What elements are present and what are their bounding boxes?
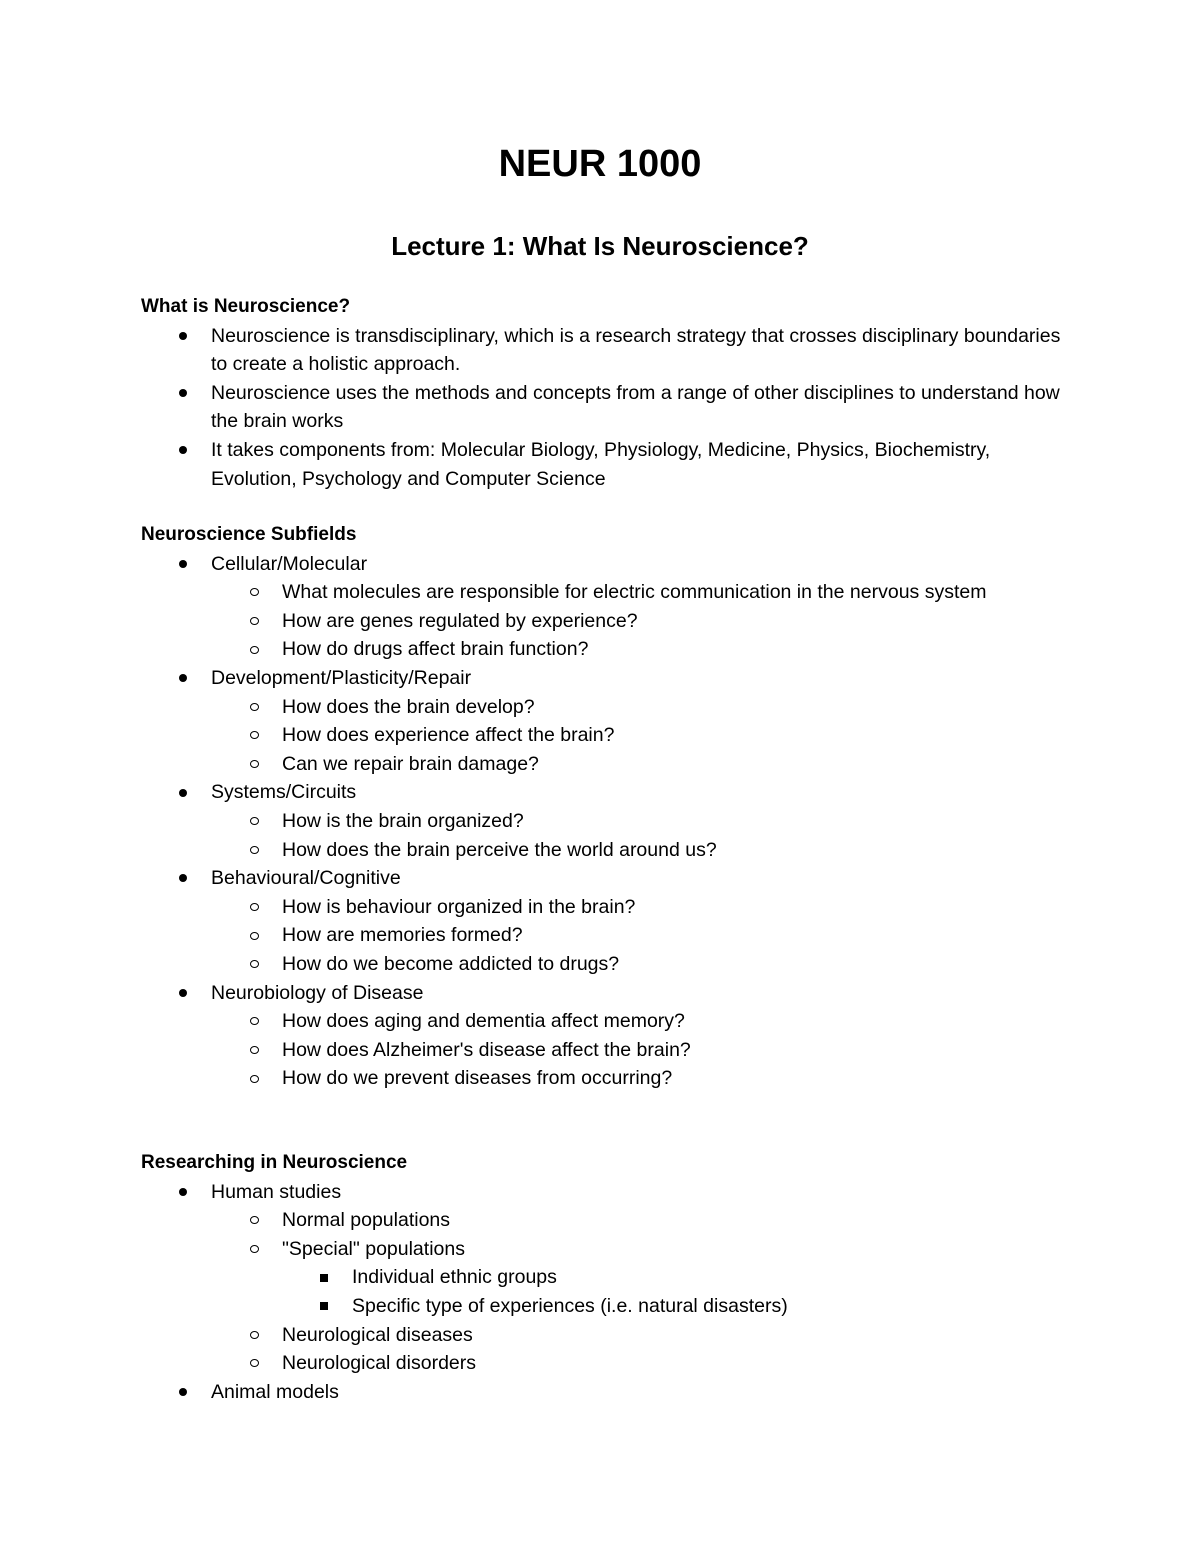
list-item-text: "Special" populations xyxy=(282,1237,465,1260)
sub-list-item xyxy=(141,836,1061,865)
list-item-text: What molecules are responsible for electric communication in the nervous system xyxy=(282,581,987,604)
hollow-bullet-icon xyxy=(248,893,260,922)
hollow-bullet-icon xyxy=(248,1321,260,1350)
list-item xyxy=(141,979,1061,1008)
sub-list-item xyxy=(141,578,1061,607)
hollow-bullet-icon xyxy=(248,635,260,664)
section-heading: Neuroscience Subfields xyxy=(141,524,357,545)
hollow-bullet-icon xyxy=(248,921,260,950)
sub-list-item xyxy=(141,1064,1061,1093)
list-item-text: It takes components from: Molecular Biology, Physiology, Medicine, Physics, Biochemistry, Evolution, Psychology and Computer Science xyxy=(211,438,991,490)
hollow-bullet-icon xyxy=(248,721,260,750)
list-item-text: Systems/Circuits xyxy=(211,781,357,804)
sub-list-item xyxy=(141,921,1061,950)
sub-list-item xyxy=(141,1036,1061,1065)
sub-list-item xyxy=(141,693,1061,722)
list-item-text: Behavioural/Cognitive xyxy=(211,867,401,890)
list-item xyxy=(141,550,1061,579)
bullet-icon xyxy=(177,436,189,465)
sub-list-item xyxy=(141,1321,1061,1350)
sub-sub-list-item xyxy=(141,1263,1061,1292)
list-item-text: Animal models xyxy=(211,1380,339,1403)
bullet-icon xyxy=(177,864,189,893)
hollow-bullet-icon xyxy=(248,607,260,636)
section-heading: Researching in Neuroscience xyxy=(141,1152,408,1173)
sub-list-item xyxy=(141,1349,1061,1378)
list-item-text: Neuroscience uses the methods and concepts from a range of other disciplines to understand how the brain works xyxy=(211,381,1060,433)
list-item-text: How does the brain develop? xyxy=(282,695,535,718)
bullet-icon xyxy=(177,550,189,579)
hollow-bullet-icon xyxy=(248,693,260,722)
list-item xyxy=(141,322,1061,379)
sub-list-item xyxy=(141,635,1061,664)
hollow-bullet-icon xyxy=(248,1036,260,1065)
hollow-bullet-icon xyxy=(248,1349,260,1378)
list-item-text: Neurological diseases xyxy=(282,1323,473,1346)
list-item xyxy=(141,379,1061,436)
list-item-text: How does experience affect the brain? xyxy=(282,724,615,747)
document-title: NEUR 1000 xyxy=(498,143,702,185)
list-item xyxy=(141,1378,1061,1407)
square-bullet-icon xyxy=(318,1292,330,1321)
section-what-is-neuroscience xyxy=(141,293,1061,493)
bullet-icon xyxy=(177,1378,189,1407)
lecture-title: Lecture 1: What Is Neuroscience? xyxy=(391,231,809,261)
bullet-icon xyxy=(177,664,189,693)
bullet-icon xyxy=(177,979,189,1008)
hollow-bullet-icon xyxy=(248,578,260,607)
sub-list-item xyxy=(141,807,1061,836)
section-neuroscience-subfields xyxy=(141,521,1061,1093)
list-item-text: How are genes regulated by experience? xyxy=(282,609,638,632)
list-item-text: Neuroscience is transdisciplinary, which is a research strategy that crosses disciplinary boundaries to create a holistic approach. xyxy=(211,324,1061,376)
list-item xyxy=(141,778,1061,807)
sub-list-item xyxy=(141,893,1061,922)
sub-list-item xyxy=(141,950,1061,979)
list-item-text: How are memories formed? xyxy=(282,924,523,947)
list-item-text: Cellular/Molecular xyxy=(211,552,368,575)
hollow-bullet-icon xyxy=(248,950,260,979)
sub-sub-list-item xyxy=(141,1292,1061,1321)
sub-list-item xyxy=(141,721,1061,750)
list-item-text: Neurological disorders xyxy=(282,1352,477,1375)
square-bullet-icon xyxy=(318,1263,330,1292)
list-item-text: Can we repair brain damage? xyxy=(282,752,539,775)
list-item-text: Normal populations xyxy=(282,1209,451,1232)
hollow-bullet-icon xyxy=(248,1064,260,1093)
section-researching-in-neuroscience xyxy=(141,1149,1061,1406)
bullet-icon xyxy=(177,1178,189,1207)
sub-list-item xyxy=(141,607,1061,636)
hollow-bullet-icon xyxy=(248,836,260,865)
hollow-bullet-icon xyxy=(248,750,260,779)
list-item-text: How does the brain perceive the world around us? xyxy=(282,838,717,861)
hollow-bullet-icon xyxy=(248,1235,260,1264)
list-item-text: How does aging and dementia affect memory? xyxy=(282,1010,685,1033)
bullet-icon xyxy=(177,778,189,807)
list-item-text: How is the brain organized? xyxy=(282,809,524,832)
sub-list-item xyxy=(141,1206,1061,1235)
list-item-text: How do we prevent diseases from occurring? xyxy=(282,1067,673,1090)
sub-list-item xyxy=(141,1007,1061,1036)
sub-list-item xyxy=(141,1235,1061,1264)
list-item xyxy=(141,664,1061,693)
list-item-text: How does Alzheimer's disease affect the brain? xyxy=(282,1038,691,1061)
hollow-bullet-icon xyxy=(248,1007,260,1036)
list-item-text: Human studies xyxy=(211,1180,342,1203)
list-item-text: How do drugs affect brain function? xyxy=(282,638,589,661)
sub-list-item xyxy=(141,750,1061,779)
list-item xyxy=(141,436,1061,493)
list-item-text: Specific type of experiences (i.e. natural disasters) xyxy=(352,1294,788,1317)
list-item-text: Development/Plasticity/Repair xyxy=(211,666,472,689)
list-item xyxy=(141,1178,1061,1207)
hollow-bullet-icon xyxy=(248,807,260,836)
list-item xyxy=(141,864,1061,893)
bullet-icon xyxy=(177,379,189,408)
section-heading: What is Neuroscience? xyxy=(141,296,351,317)
list-item-text: How is behaviour organized in the brain? xyxy=(282,895,636,918)
bullet-icon xyxy=(177,322,189,351)
list-item-text: Neurobiology of Disease xyxy=(211,981,424,1004)
list-item-text: How do we become addicted to drugs? xyxy=(282,952,620,975)
hollow-bullet-icon xyxy=(248,1206,260,1235)
list-item-text: Individual ethnic groups xyxy=(352,1266,557,1289)
